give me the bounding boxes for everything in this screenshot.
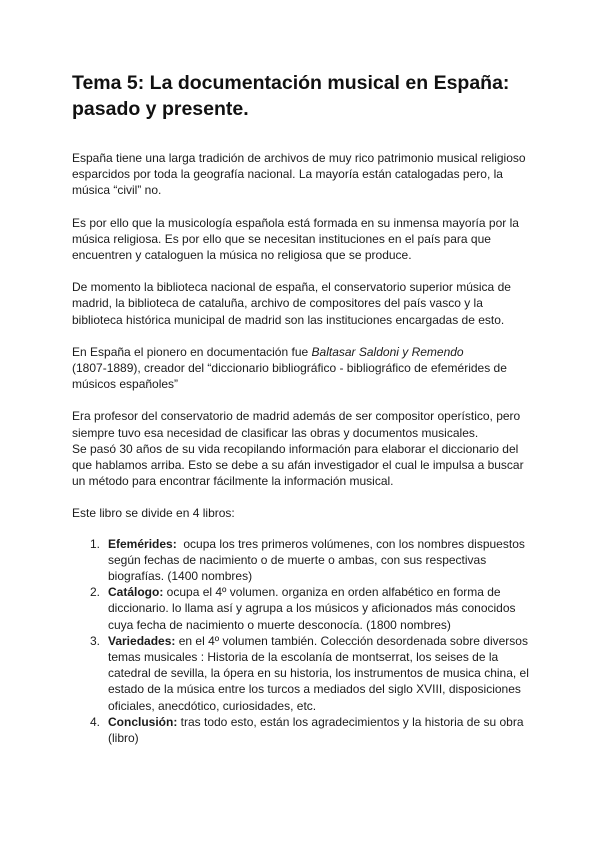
- list-item: [72, 536, 532, 585]
- list-item-text: ocupa los tres primeros volúmenes, con los nombres dispuestos según fechas de nacimiento o de muerte o ambas, con sus respectivas biografías. (1400 nombres): [108, 536, 529, 584]
- pioneer-details-text: (1807-1889), creador del “diccionario bibliográfico - bibliográfico de efemérides de músicos españoles”: [72, 361, 507, 392]
- list-item: [72, 633, 532, 714]
- list-item: [72, 714, 532, 746]
- books-list: [72, 536, 532, 747]
- list-item-text: en el 4º volumen también. Colección desordenada sobre diversos temas musicales : Historia de la escolanía de montserrat, los seises de la catedral de sevilla, la ópera en su historia, los instrumentos de musica china, el estado de la música entre los turcos a mediados del siglo XVIII, disposiciones oficiales, anecdótico, curiosidades, etc.: [108, 633, 529, 713]
- list-item-number: 4.: [90, 714, 101, 729]
- page-title: Tema 5: La documentación musical en España: pasado y presente.: [72, 72, 510, 120]
- paragraph-intro: España tiene una larga tradición de archivos de muy rico patrimonio musical religioso esparcidos por toda la geografía nacional. La mayoría están catalogadas pero, la música “civil” no.: [72, 151, 526, 198]
- list-item-term: Conclusión:: [108, 714, 178, 729]
- list-item-number: 2.: [90, 585, 101, 600]
- list-item-term: Variedades:: [108, 633, 176, 648]
- list-item: [72, 584, 532, 633]
- list-item-number: 1.: [90, 536, 101, 551]
- list-item-number: 3.: [90, 633, 101, 648]
- paragraph-professor: Era profesor del conservatorio de madrid además de ser compositor operístico, pero siempre tuvo esa necesidad de clasificar las obras y documentos musicales.: [72, 409, 521, 440]
- pioneer-name: Baltasar Saldoni y Remendo: [311, 344, 464, 359]
- list-item-term: Efemérides:: [108, 536, 177, 551]
- pioneer-intro-text: En España el pionero en documentación fue: [72, 344, 312, 359]
- paragraph-institutions: De momento la biblioteca nacional de españa, el conservatorio superior música de madrid, la biblioteca de cataluña, archivo de compositores del país vasco y la biblioteca histórica municipal de madrid son las instituciones encargadas de esto.: [72, 280, 511, 327]
- paragraph-musicology: Es por ello que la musicología española está formada en su inmensa mayoría por la música religiosa. Es por ello que se necesitan instituciones en el país para que encuentren y cataloguen la música no religiosa que se produce.: [72, 215, 519, 263]
- document-page: [72, 70, 532, 746]
- paragraph-pioneer: [72, 344, 532, 393]
- list-item-text: tras todo esto, están los agradecimientos y la historia de su obra (libro): [108, 714, 524, 746]
- paragraph-books-intro: Este libro se divide en 4 libros:: [72, 506, 235, 521]
- paragraph-research: Se pasó 30 años de su vida recopilando información para elaborar el diccionario del que hablamos arriba. Esto se debe a su afán investigador el cual le impulsa a buscar un método para encontrar fácilmente la información musical.: [72, 441, 524, 489]
- list-item-term: Catálogo:: [108, 585, 164, 600]
- list-item-text: ocupa el 4º volumen. organiza en orden alfabético en forma de diccionario. lo llama así y agrupa a los músicos y aficionados más conocidos cuya fecha de nacimiento o muerte desconocía. (1800 nombres): [108, 585, 516, 632]
